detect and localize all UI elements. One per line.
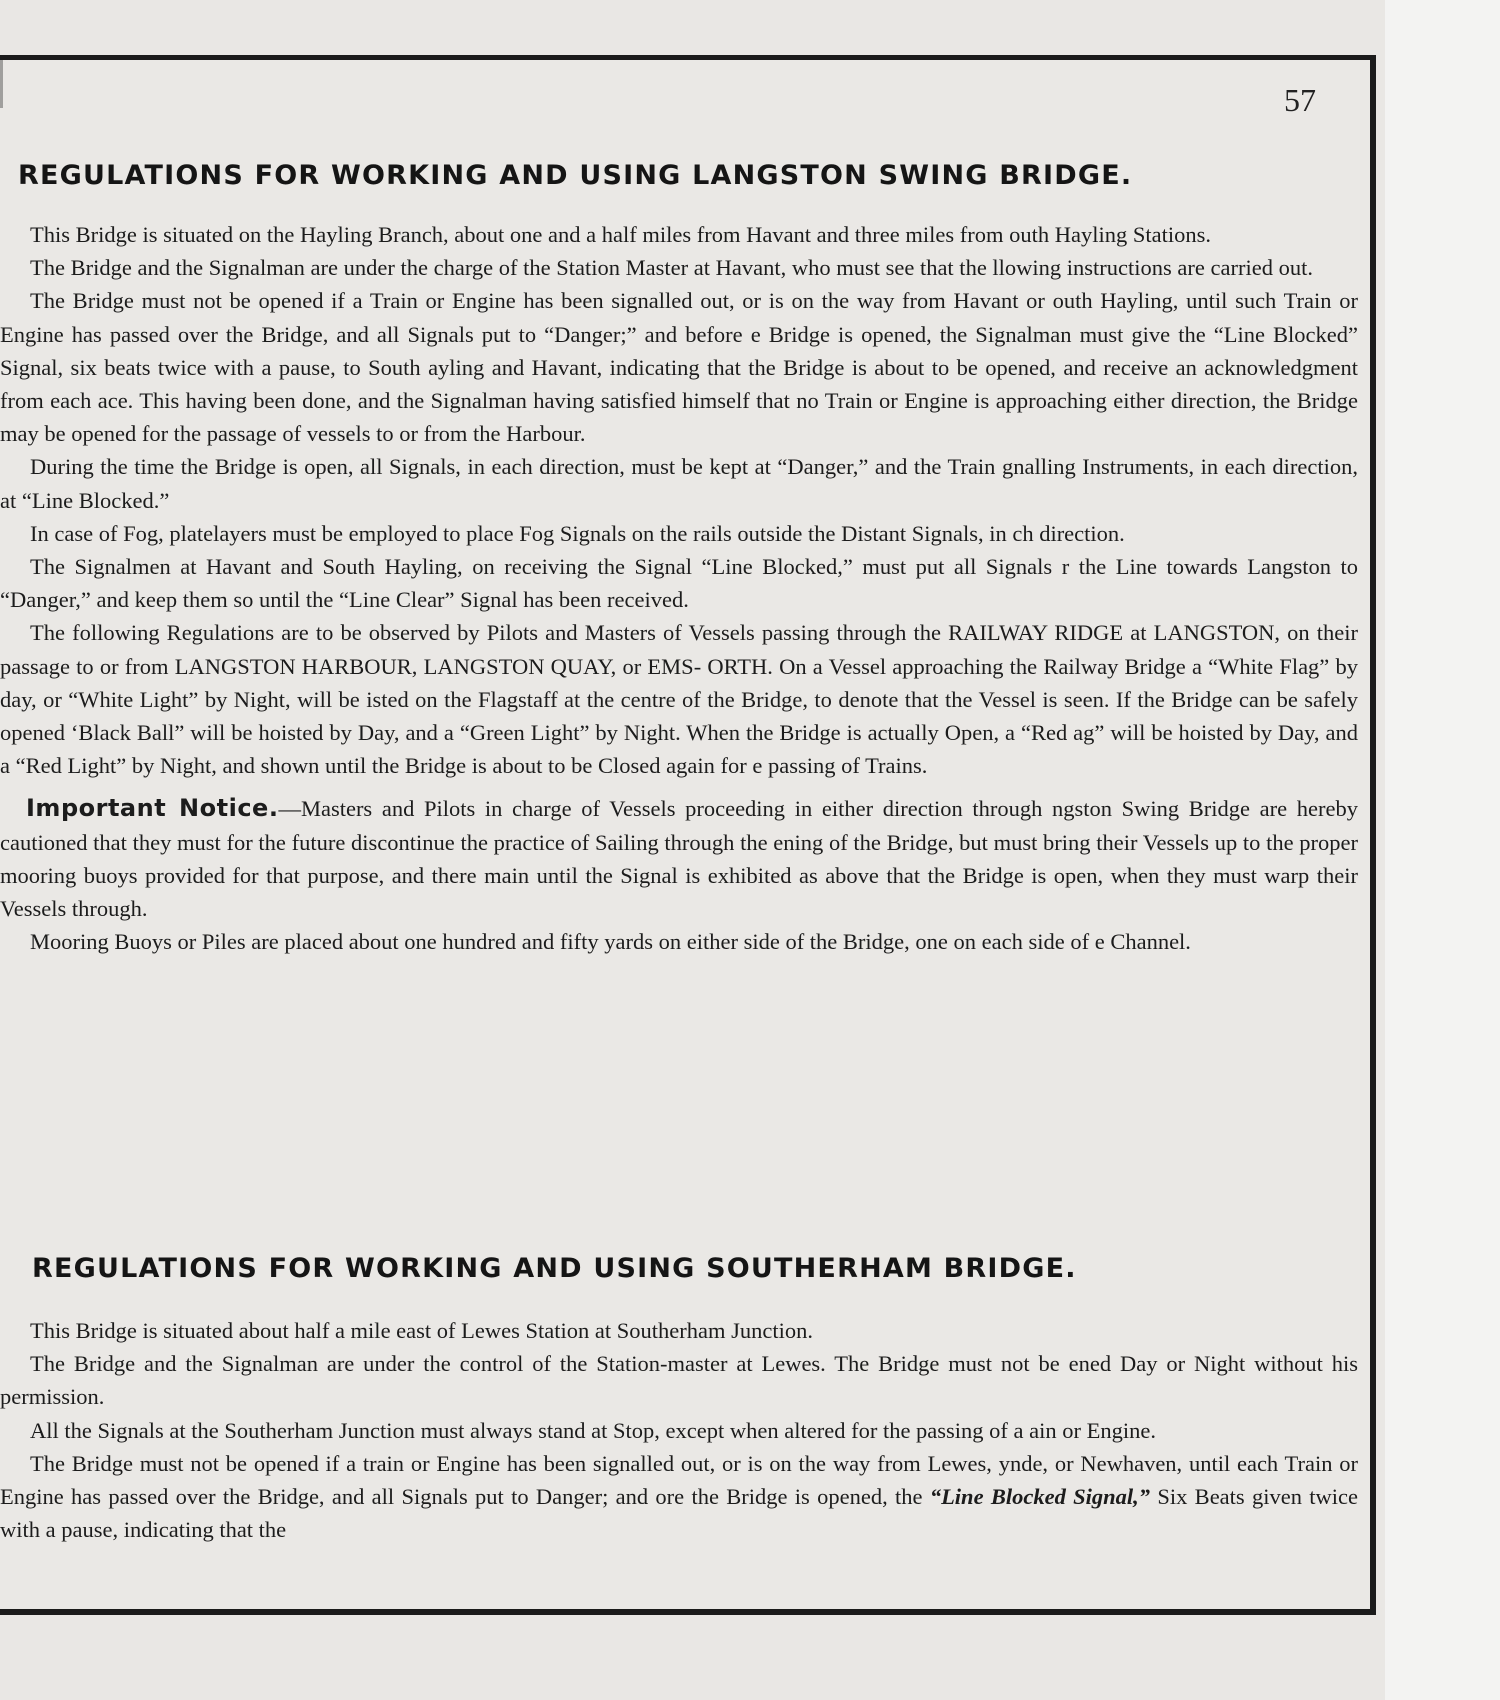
paragraph: All the Signals at the Southerham Junction must always stand at Stop, except when altered for the passing of a ain or Engine. <box>30 1417 1156 1443</box>
paragraph-text: Six Beats given twice with a pause, indicating that the <box>0 1484 1358 1543</box>
paragraph: The Bridge must not be opened if a Train or Engine has been signalled out, or is on the way from Havant or outh Hayling, until such Train or Engine has passed over the Bridge, and all Signals put to “Danger;” and before e Bridge is opened, the Signalman must give the “Line Blocked” Signal, six beats twice with a pause, to South ayling and Havant, indicating that the Bridge is about to be opened, and receive an acknowledgment from each ace. This having been done, and the Signalman having satisfied himself that no Train or Engine is approaching either direction, the Bridge may be opened for the passage of vessels to or from the Harbour. <box>0 288 1358 447</box>
section-body-southerham <box>0 1314 1358 1546</box>
section-title-southerham: REGULATIONS FOR WORKING AND USING SOUTHERHAM BRIDGE. <box>32 1253 1077 1284</box>
paragraph: This Bridge is situated about half a mile east of Lewes Station at Southerham Junction. <box>30 1318 813 1343</box>
notice-text: —Masters and Pilots in charge of Vessels proceeding in either direction through ngston Swing Bridge are hereby cautioned that they must for the future discontinue the practice of Sailing through the ening of the Bridge, but must bring their Vessels up to the proper mooring buoys provided for that purpose, and there main until the Signal is exhibited as above that the Bridge is open, when they must warp their Vessels through. <box>0 796 1359 922</box>
paragraph-text: The Bridge must not be opened if a train or Engine has been signalled out, or is on the way from Lewes, ynde, or Newhaven, until each Train or Engine has passed over the Bridge, and all Signals put to Danger; and ore the Bridge is opened, the <box>0 1450 1358 1510</box>
binding-mark <box>0 60 17 108</box>
important-notice <box>0 792 1358 925</box>
paragraph: This Bridge is situated on the Hayling Branch, about one and a half miles from Havant and three miles from outh Hayling Stations. <box>30 222 1211 247</box>
paragraph: During the time the Bridge is open, all Signals, in each direction, must be kept at “Danger,” and the Train gnalling Instruments, in each direction, at “Line Blocked.” <box>0 454 1358 513</box>
notice-heading: Important Notice. <box>26 794 279 823</box>
section-title-langston: REGULATIONS FOR WORKING AND USING LANGSTON SWING BRIDGE. <box>18 160 1133 191</box>
page-margin <box>1385 0 1500 1700</box>
paragraph <box>0 1447 1358 1547</box>
paragraph: The following Regulations are to be observed by Pilots and Masters of Vessels passing through the RAILWAY RIDGE at LANGSTON, on their passage to or from LANGSTON HARBOUR, LANGSTON QUAY, or EMS- ORTH. On a Vessel approaching the Railway Bridge a “White Flag” by day, or “White Light” by Night, will be isted on the Flagstaff at the centre of the Bridge, to denote that the Vessel is seen. If the Bridge can be safely opened ‘Black Ball” will be hoisted by Day, and a “Green Light” by Night. When the Bridge is actually Open, a “Red ag” will be hoisted by Day, and a “Red Light” by Night, and shown until the Bridge is about to be Closed again for e passing of Trains. <box>0 620 1358 779</box>
paragraph: The Bridge and the Signalman are under the control of the Station-master at Lewes. The Bridge must not be ened Day or Night without his permission. <box>0 1351 1358 1410</box>
line-blocked-signal-phrase: “Line Blocked Signal,” <box>929 1484 1151 1510</box>
page-number: 57 <box>1284 82 1316 118</box>
paragraph: The Bridge and the Signalman are under the charge of the Station Master at Havant, who must see that the llowing instructions are carried out. <box>30 255 1313 281</box>
paragraph: Mooring Buoys or Piles are placed about one hundred and fifty yards on either side of the Bridge, one on each side of e Channel. <box>30 929 1191 955</box>
section-body-langston <box>0 218 1358 958</box>
paragraph: The Signalmen at Havant and South Hayling, on receiving the Signal “Line Blocked,” must put all Signals r the Line towards Langston to “Danger,” and keep them so until the “Line Clear” Signal has been received. <box>0 554 1358 613</box>
paragraph: In case of Fog, platelayers must be employed to place Fog Signals on the rails outside the Distant Signals, in ch direction. <box>30 520 1125 546</box>
